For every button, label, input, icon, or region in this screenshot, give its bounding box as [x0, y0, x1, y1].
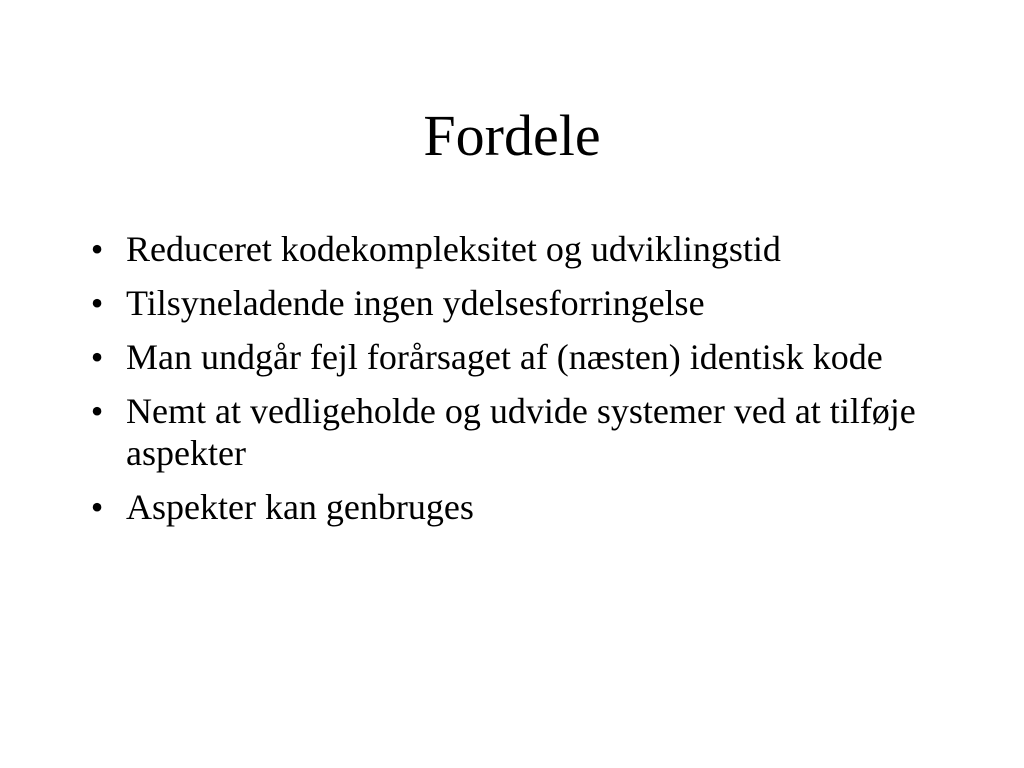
bullet-icon: • [90, 337, 104, 377]
bullet-list [82, 228, 962, 540]
slide-title: Fordele [423, 103, 601, 168]
list-item [82, 282, 962, 324]
list-item [82, 390, 962, 474]
bullet-text: Nemt at vedligeholde og udvide systemer ved at tilføje aspekter [126, 391, 916, 473]
bullet-icon: • [90, 283, 104, 323]
bullet-icon: • [90, 391, 104, 431]
list-item [82, 486, 962, 528]
bullet-text: Man undgår fejl forårsaget af (næsten) identisk kode [126, 337, 883, 377]
bullet-text: Reduceret kodekompleksitet og udviklingstid [126, 229, 781, 269]
bullet-text: Aspekter kan genbruges [126, 487, 474, 527]
bullet-icon: • [90, 487, 104, 527]
bullet-icon: • [90, 229, 104, 269]
list-item [82, 228, 962, 270]
bullet-text: Tilsyneladende ingen ydelsesforringelse [126, 283, 705, 323]
list-item [82, 336, 962, 378]
